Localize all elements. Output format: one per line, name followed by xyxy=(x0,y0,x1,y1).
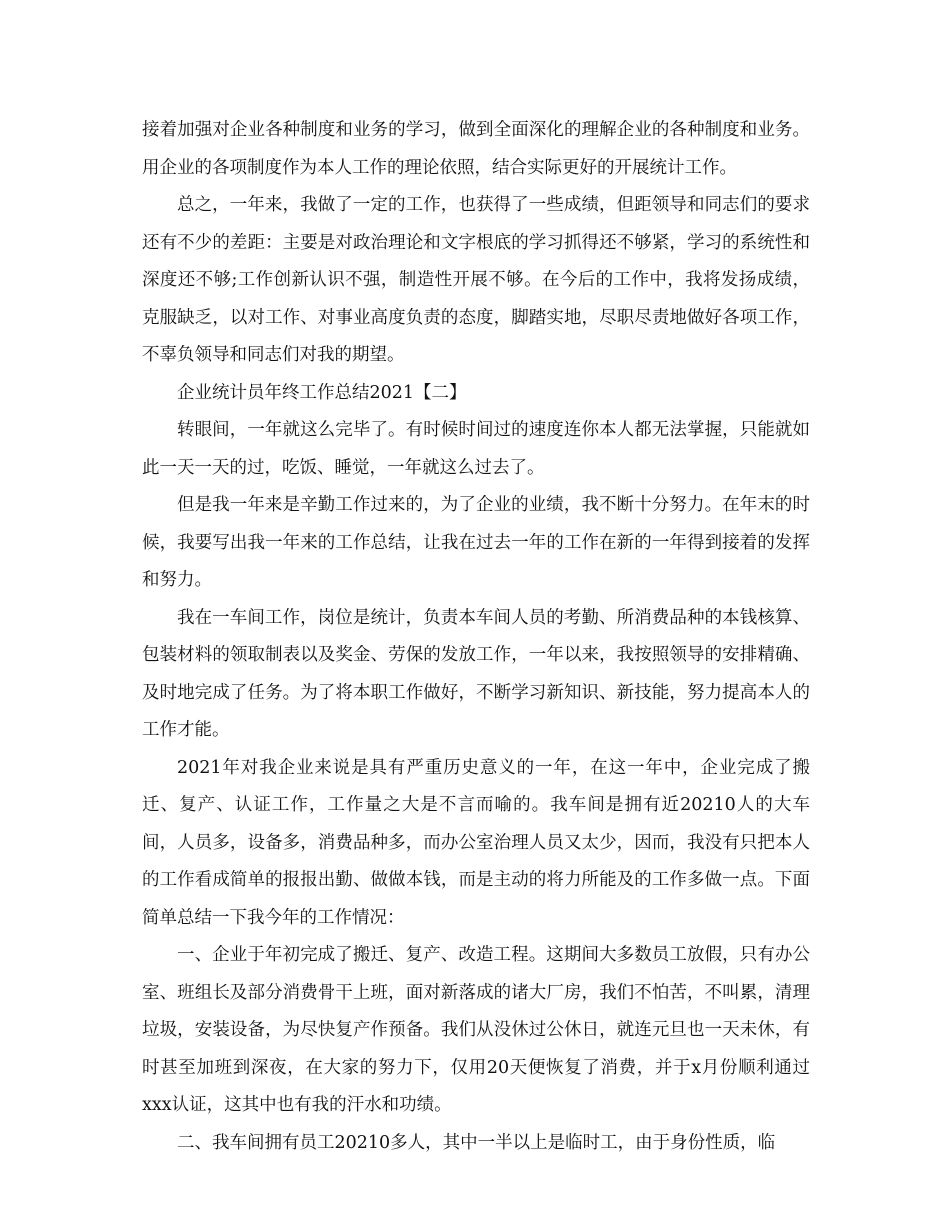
paragraph-continuation: 接着加强对企业各种制度和业务的学习，做到全面深化的理解企业的各种制度和业务。用企业的各项制度作为本人工作的理论依照，结合实际更好的开展统计工作。 xyxy=(142,120,810,178)
paragraph-item-two: 二、我车间拥有员工20210多人，其中一半以上是临时工，由于身份性质，临 xyxy=(177,1132,776,1153)
document-body xyxy=(142,112,810,1162)
paragraph-role: 我在一车间工作，岗位是统计，负责本车间人员的考勤、所消费品种的本钱核算、包装材料的领取制表以及奖金、劳保的发放工作，一年以来，我按照领导的安排精确、及时地完成了任务。为了将本职工作做好，不断学习新知识、新技能，努力提高本人的工作才能。 xyxy=(142,607,810,740)
paragraph-item-one: 一、企业于年初完成了搬迁、复产、改造工程。这期间大多数员工放假，只有办公室、班组长及部分消费骨干上班，面对新落成的诸大厂房，我们不怕苦，不叫累，清理垃圾，安装设备，为尽快复产作预备。我们从没休过公休日，就连元旦也一天未休，有时甚至加班到深夜，在大家的努力下，仅用20天便恢复了消费，并于x月份顺利通过xxx认证，这其中也有我的汗水和功绩。 xyxy=(142,945,810,1115)
paragraph-summary: 总之，一年来，我做了一定的工作，也获得了一些成绩，但距领导和同志们的要求还有不少的差距：主要是对政治理论和文字根底的学习抓得还不够紧，学习的系统性和深度还不够;工作创新认识不强，制造性开展不够。在今后的工作中，我将发扬成绩，克服缺乏，以对工作、对事业高度负责的态度，脚踏实地，尽职尽责地做好各项工作，不辜负领导和同志们对我的期望。 xyxy=(142,195,810,365)
paragraph-intro: 转眼间，一年就这么完毕了。有时候时间过的速度连你本人都无法掌握，只能就如此一天一天的过，吃饭、睡觉，一年就这么过去了。 xyxy=(142,420,810,478)
paragraph-effort: 但是我一年来是辛勤工作过来的，为了企业的业绩，我不断十分努力。在年末的时候，我要写出我一年来的工作总结，让我在过去一年的工作在新的一年得到接着的发挥和努力。 xyxy=(142,495,810,590)
paragraph-year-overview: 2021年对我企业来说是具有严重历史意义的一年，在这一年中，企业完成了搬迁、复产、认证工作，工作量之大是不言而喻的。我车间是拥有近20210人的大车间，人员多，设备多，消费品种多，而办公室治理人员又太少，因而，我没有只把本人的工作看成简单的报报出勤、做做本钱，而是主动的将力所能及的工作多做一点。下面简单总结一下我今年的工作情况： xyxy=(142,757,810,928)
section-heading: 企业统计员年终工作总结2021【二】 xyxy=(177,382,467,403)
